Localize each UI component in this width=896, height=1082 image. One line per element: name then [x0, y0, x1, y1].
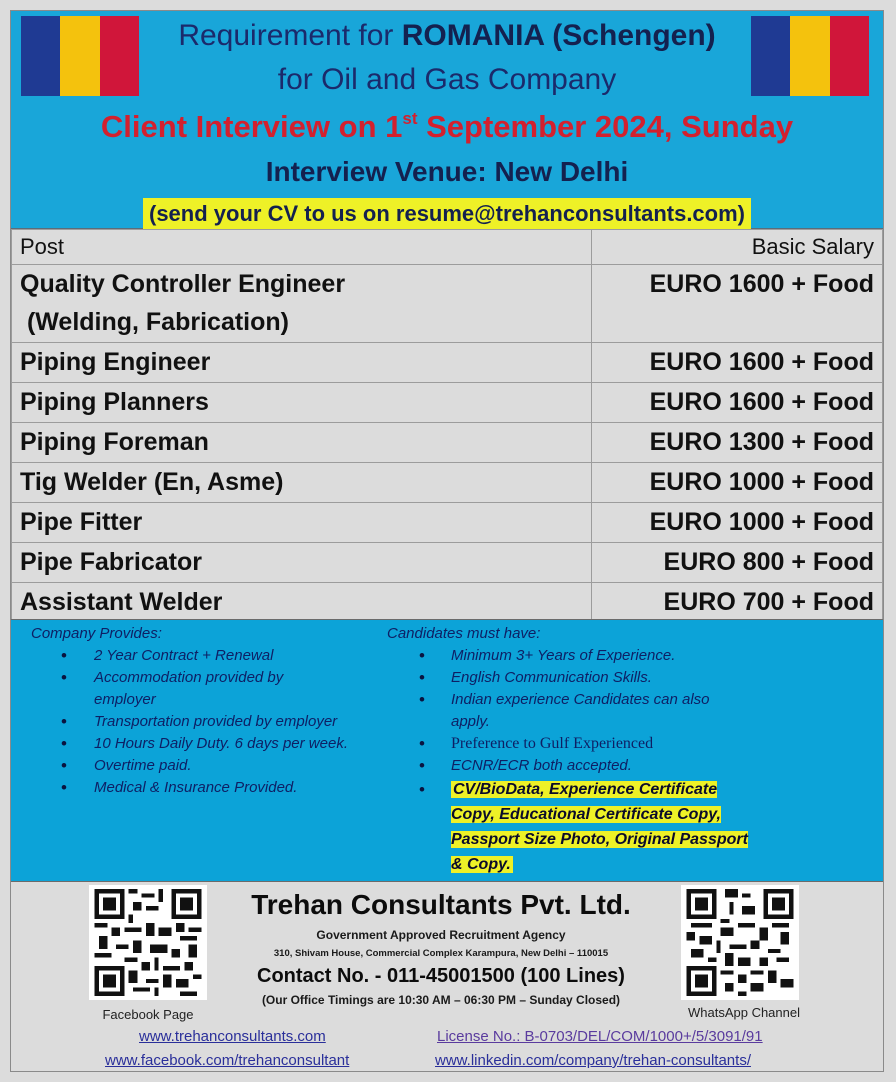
- post-cell: Piping Foreman: [12, 423, 592, 463]
- table-row: [12, 343, 883, 383]
- whatsapp-qr-code[interactable]: [681, 885, 799, 1000]
- candidates-must-have: [387, 620, 767, 877]
- poster-subtitle: for Oil and Gas Company: [277, 63, 617, 96]
- qr-code-icon: [685, 889, 795, 996]
- linkedin-link[interactable]: www.linkedin.com/company/trehan-consultants/: [435, 1052, 751, 1069]
- whatsapp-qr-label: WhatsApp Channel: [687, 1005, 800, 1020]
- table-row: [12, 503, 883, 543]
- company-provides-title: Company Provides:: [31, 625, 162, 642]
- benefits-requirements-section: [11, 619, 883, 882]
- facebook-qr-code[interactable]: [89, 885, 207, 1000]
- salary-cell: EURO 1600 + Food: [592, 383, 883, 423]
- license-link[interactable]: License No.: B-0703/DEL/COM/1000+/5/3091/91: [437, 1028, 763, 1045]
- post-cell: Piping Engineer: [12, 343, 592, 383]
- list-item: • Accommodation provided by employer: [31, 667, 301, 711]
- list-item: • Indian experience Candidates can also apply.: [387, 689, 737, 733]
- contact-number: Contact No. - 011-45001500 (100 Lines): [257, 965, 625, 987]
- salary-cell: EURO 800 + Food: [592, 543, 883, 583]
- list-item: • 2 Year Contract + Renewal: [31, 645, 381, 667]
- candidates-must-have-list: [387, 645, 767, 877]
- table-row: [12, 583, 883, 623]
- list-item: [387, 777, 757, 877]
- list-item: • Overtime paid.: [31, 755, 381, 777]
- list-item: • 10 Hours Daily Duty. 6 days per week.: [31, 733, 381, 755]
- post-cell: Quality Controller Engineer (Welding, Fabrication): [12, 265, 592, 343]
- company-address: 310, Shivam House, Commercial Complex Karampura, New Delhi – 110015: [273, 948, 609, 959]
- list-item: • ECNR/ECR both accepted.: [387, 755, 767, 777]
- salary-cell: EURO 1000 + Food: [592, 463, 883, 503]
- cv-note: [11, 198, 883, 229]
- column-header-salary: Basic Salary: [592, 230, 883, 265]
- candidates-must-have-title: Candidates must have:: [387, 625, 541, 642]
- office-timings: (Our Office Timings are 10:30 AM – 06:30 PM – Sunday Closed): [261, 993, 621, 1007]
- salary-cell: EURO 1000 + Food: [592, 503, 883, 543]
- poster-footer: [11, 883, 883, 1071]
- table-row: [12, 463, 883, 503]
- table-header-row: [12, 230, 883, 265]
- list-item: • Transportation provided by employer: [31, 711, 381, 733]
- company-provides-list: [31, 645, 381, 799]
- company-tagline: Government Approved Recruitment Agency: [316, 928, 566, 942]
- country-name: ROMANIA (Schengen): [401, 19, 716, 52]
- list-item: • Preference to Gulf Experienced: [387, 733, 767, 755]
- list-item: • Medical & Insurance Provided.: [31, 777, 381, 799]
- table-row: [12, 383, 883, 423]
- cv-email-note: (send your CV to us on resume@trehanconsultants.com): [143, 198, 751, 229]
- table-row: [12, 543, 883, 583]
- job-poster: [10, 10, 884, 1072]
- post-cell: Pipe Fitter: [12, 503, 592, 543]
- facebook-link[interactable]: www.facebook.com/trehanconsultant: [105, 1052, 350, 1069]
- salary-cell: EURO 1600 + Food: [592, 343, 883, 383]
- interview-date: Client Interview on 1st September 2024, Sunday: [100, 109, 794, 144]
- interview-venue: Interview Venue: New Delhi: [265, 156, 629, 187]
- list-item: • Minimum 3+ Years of Experience.: [387, 645, 767, 667]
- company-name: Trehan Consultants Pvt. Ltd.: [251, 889, 631, 920]
- website-link[interactable]: www.trehanconsultants.com: [139, 1028, 326, 1045]
- salary-cell: EURO 1600 + Food: [592, 265, 883, 343]
- table-row: [12, 265, 883, 343]
- post-cell: Piping Planners: [12, 383, 592, 423]
- salary-cell: EURO 700 + Food: [592, 583, 883, 623]
- jobs-table: [11, 229, 883, 623]
- table-row: [12, 423, 883, 463]
- list-item: • English Communication Skills.: [387, 667, 767, 689]
- poster-title: Requirement for ROMANIA (Schengen): [178, 19, 716, 52]
- qr-code-icon: [93, 889, 203, 996]
- post-cell: Pipe Fabricator: [12, 543, 592, 583]
- post-cell: Assistant Welder: [12, 583, 592, 623]
- column-header-post: Post: [12, 230, 592, 265]
- documents-required-highlight: CV/BioData, Experience Certificate Copy, Educational Certificate Copy, Passport Size Photo, Original Passport & Copy.: [451, 781, 748, 873]
- salary-cell: EURO 1300 + Food: [592, 423, 883, 463]
- company-provides: [31, 620, 381, 799]
- poster-header: [11, 11, 883, 229]
- post-cell: Tig Welder (En, Asme): [12, 463, 592, 503]
- facebook-qr-label: Facebook Page: [102, 1007, 194, 1022]
